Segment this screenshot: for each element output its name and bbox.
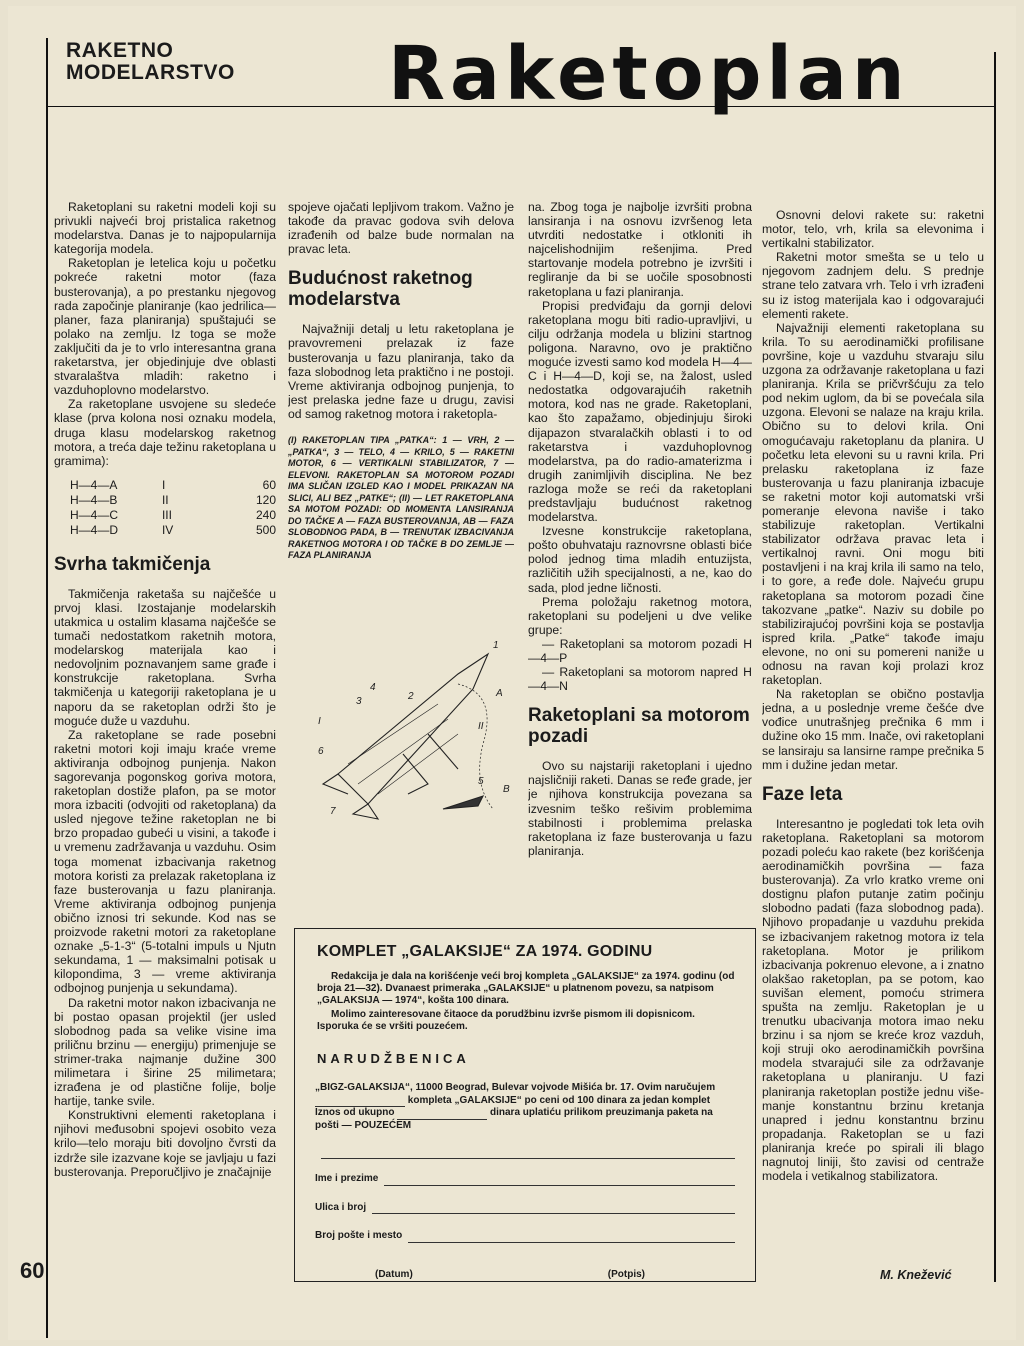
fig-label: 1 bbox=[493, 640, 499, 651]
subheading-svrha: Svrha takmičenja bbox=[54, 553, 211, 575]
paragraph: Molimo zainteresovane čitaoce da porudžbinu izvrše pismom ili dopisnicom. Isporuka će se vršiti pouzećem. bbox=[317, 1009, 695, 1032]
fig-label: I bbox=[318, 716, 321, 727]
post-label: Broj pošte i mesto bbox=[315, 1230, 403, 1241]
flight-path-line bbox=[458, 684, 493, 809]
fig-label: B bbox=[503, 784, 510, 795]
paragraph: — Raketoplani sa motorom napred H—4—N bbox=[528, 665, 752, 694]
column-4 bbox=[762, 208, 984, 1258]
paragraph: Ovo su najstariji raketoplani i ujedno najsličniji raketi. Danas se ređe grade, jer je njihova konstrukcija povezana sa izvesnim teško rešivim problemima stabilnosti i problemima prelaska raketoplana iz faze busterovanja u fazu planiranja. bbox=[528, 759, 752, 858]
table-row: H—4—A I 60 bbox=[70, 477, 276, 492]
table-row: H—4—B II 120 bbox=[70, 492, 276, 507]
street-field-row bbox=[315, 1202, 735, 1215]
class-table bbox=[54, 478, 276, 538]
order-form bbox=[315, 1082, 735, 1281]
paragraph: Raketoplani su raketni modeli koji su privukli najveći broj pristalica raketnog modelarstva. Danas je to najpopularnija kategorija modela. bbox=[54, 200, 276, 257]
post-field[interactable] bbox=[408, 1234, 735, 1243]
column-2 bbox=[288, 200, 514, 620]
paragraph: Raketoplan je letelica koju u početku pokreće raketni motor (faza busterovanja), a po prestanku njegovog rada započinje planiranje (kao jedrilica—planer, faza planiranja) spuštajući se polako na zemlju. Iz toga se može zaključiti da je to vrlo interesantna grana raketarstva, jer objedinjuje dve oblasti stvaralaštva mladih: raketno i vazduhoplovno modelarstvo. bbox=[54, 256, 276, 398]
fig-label: II bbox=[478, 721, 484, 732]
paragraph: Redakcija je dala na korišćenje veći broj kompleta „GALAKSIJE“ za 1974. godinu (od broja 21—32). Dvanaest primeraka „GALAKSIJE“ u platnenom povezu, sa natpisom „GALAKSIJA — 1974“, košta 100 dinara. bbox=[317, 971, 735, 1006]
sign-label: (Potpis) bbox=[607, 1268, 645, 1280]
table-row: H—4—D IV 500 bbox=[70, 522, 276, 537]
name-field-row bbox=[315, 1173, 735, 1186]
form-text: Iznos od ukupno dinara uplatiću prilikom preuzimanja paketa na pošti — POUZEĆEM bbox=[315, 1107, 713, 1131]
paragraph: Da raketni motor nakon izbacivanja ne bi postao opasan projektil (jer usled slobodnog pada sa velike visine ima priličnu brzinu — energiju) primenjuje se strimer-traka najmanje dužine 300 milimetara i širine 25 milimetara; izrađena je od plastične folije, bolje hartije, tanke svile. bbox=[54, 995, 276, 1109]
order-form-box bbox=[294, 928, 756, 1282]
name-field[interactable] bbox=[384, 1177, 735, 1186]
order-intro bbox=[317, 971, 735, 1033]
magazine-page bbox=[8, 6, 1016, 1340]
fig-label: 3 bbox=[356, 696, 362, 707]
signature-row bbox=[375, 1269, 645, 1282]
paragraph: Na raketoplan se obično postavlja jedna, a u poslednje vreme češće dve vođice unutrašnjeg prečnika 6 mm i dužine oko 15 mm. Inače, ovi raketoplani se lansiraju sa lansirne rampe prečnika 5 mm i dužine jedan metar. bbox=[762, 687, 984, 772]
subheading-pozadi: Raketoplani sa motorom pozadi bbox=[528, 705, 750, 748]
article-title: Raketoplan bbox=[388, 31, 910, 117]
fig-label: A bbox=[496, 688, 503, 699]
paragraph: na. Zbog toga je najbolje izvršiti probna lansiranja i na osnovu izvršenog leta utvrditi nedostatke i otkloniti ih najcelishodnijim rešenjima. Pred startovanje modela potrebno je izvršiti i regliranje da bi se uočile sposobnosti raketoplana u fazi planiranja. bbox=[528, 200, 752, 299]
paragraph: Osnovni delovi rakete su: raketni motor, telo, vrh, krila sa elevonima i vertikalni stabilizator. bbox=[762, 208, 984, 251]
elevon-shape bbox=[323, 774, 348, 794]
section-label bbox=[66, 40, 235, 84]
post-field-row bbox=[315, 1230, 735, 1243]
author-name: M. Knežević bbox=[880, 1268, 952, 1282]
column-1 bbox=[54, 200, 276, 1280]
street-field[interactable] bbox=[372, 1205, 735, 1214]
fig-label: 7 bbox=[330, 806, 336, 817]
paragraph: Propisi predviđaju da gornji delovi raketoplana mogu biti radio-upravljivi, u cilju održanja modela u blizini startnog poligona. Naravno, ovo je praktično moguće izvesti samo kod modela H—4—C i H—4—D, koji se, na žalost, usled nedostatka odgovarajućih raketnih motora, kod nas ne grade. Raketoplani, kao što zapažamo, objedinjuju široki dijapazon stvaralačkih oblasti i to od raketarstva i vazduhoplovnog modelarstva, pa do radio-amaterizma i drugih zanimljivih disciplina. Ne bez razloga može se reći da raketoplani predstavljaju budućnost raketnog modelarstva. bbox=[528, 298, 752, 525]
subheading-buducnost: Budućnost raketnog modelarstva bbox=[288, 268, 473, 311]
paragraph: Izvesne konstrukcije raketoplana, pošto obuhvataju raznovrsne oblasti biće polod jednog tima mladih entuzijsta, različitih užih specijalnosti, a ne, kao do sada, plod jedne ličnosti. bbox=[528, 524, 752, 595]
column-3 bbox=[528, 200, 752, 915]
paragraph: Takmičenja raketaša su najčešće u prvoj klasi. Izostajanje modelarskih utakmica u ostalim klasama najčešće se tumači nedostatkom raketnih motora, modelarskog materijala kao i nedovoljnim poznavanjem same građe i konstrukcije raketoplana. Svrha takmičenja u kategoriji raketoplana je u naporu da se raketoplan održi što je moguće duže u vazduhu. bbox=[54, 586, 276, 728]
subheading-faze: Faze leta bbox=[762, 783, 843, 805]
page-number: 60 bbox=[20, 1258, 45, 1283]
wing-shape bbox=[338, 654, 488, 804]
fig-label: 4 bbox=[370, 682, 376, 693]
right-margin-rule bbox=[994, 52, 996, 1282]
paragraph: Za raketoplane usvojene su sledeće klase (prva kolona nosi oznaku modela, druga klasu modelarskog raketnog motora, a treća daje težinu raketoplana u gramima): bbox=[54, 397, 276, 468]
paragraph: Raketni motor smešta se u telo u njegovom zadnjem delu. S prednje strane telo zatvara vrh. Telo i vrh izrađeni su iz istog materijala kao i odgovarajući elementi rakete. bbox=[762, 250, 984, 321]
paragraph: Konstruktivni elementi raketoplana i njihovi međusobni spojevi osobito veza krilo—telo moraju biti dovoljno čvrsti da izdrže sile izazvane koje se javljaju u fazi busterovanja. Preporučljivo je značajnije bbox=[54, 1108, 276, 1179]
street-label: Ulica i broj bbox=[315, 1201, 367, 1213]
section-label-line1: RAKETNO bbox=[66, 39, 174, 62]
name-label: Ime i prezime bbox=[315, 1173, 379, 1184]
fig-label: 2 bbox=[408, 691, 414, 702]
paragraph: Prema položaju raketnog motora, raketoplani su podeljeni u dve velike grupe: bbox=[528, 594, 752, 637]
paragraph: Najvažniji detalj u letu raketoplana je pravovremeni prelazak iz faze busterovanja u fazu planiranja, tako da faza slobodnog leta praktično i ne postoji. Vreme aktiviranja odbojnog punjenja, to jest prelaska jedne faze u drugu, zavisi od samog raketnog motora i raketopla- bbox=[288, 322, 514, 421]
figure-caption: (I) RAKETOPLAN TIPA „PATKA“: 1 — VRH, 2 — „PATKA“, 3 — TELO, 4 — KRILO, 5 — RAKETNI MOTOR, 6 — VERTIKALNI STABILIZATOR, 7 — ELEVONI. RAKETOPLAN SA MOTOROM POZADI IMA SLIČAN IZGLED KAO I MODEL PRIKAZAN NA SLICI, ALI BEZ „PATKE“; (II) — LET RAKETOPLANA SA MOTOM POZADI: OD MOMENTA LANSIRANJA DO TAČKE A — FAZA BUSTEROVANJA, AB — FAZA SLOBODNOG PADA, B — TRENUTAK IZBACIVANJA RAKETNOG MOTORA I OD TAČKE B DO ZEMLJE — FAZA PLANIRANJA bbox=[288, 435, 514, 561]
raketoplan-figure bbox=[308, 634, 518, 839]
paragraph: Interesantno je pogledati tok leta ovih raketoplana. Raketoplani sa motorom pozadi poleću kao rakete (bez korišćenja aerodinamičkih površina — faza busterovanja). Za vrlo kratko vreme oni dostignu plafon putanje zatim počinju slobodno padati (faza slobodnog pada). Njihovo propadanje u vazduhu prekida se izbacivanjem raketnog motora iz tela raketoplana. Motor je prilikom izbacivanja pokrenuo elevone, a i znatno olakšao raketoplan, pa se potom, kao suvišan element, pomoću strimera spušta na zemlju. Raketoplan je u trenutku ubacivanja motora imao neku brzinu i sa njom se kreće kroz vazduh, koji struji oko aerodinamičkih površina modela stvarajući sile za održavanje raketoplana u planiranju. U fazi planiranja raketoplan postiže jednu više-manje konstantnu brzinu kretanja unapred i jednu konstantnu brzinu propadanja. Raketoplan se u fazi planiranja kreće po spirali ili blago nagnutoj liniji, što zavisi od centraže modela i vetikalnog stabilizatora. bbox=[762, 816, 984, 1184]
fig-label: 5 bbox=[478, 776, 484, 787]
order-heading: NARUDŽBENICA bbox=[317, 1051, 470, 1066]
table-row: H—4—C III 240 bbox=[70, 507, 276, 522]
order-title: KOMPLET „GALAKSIJE“ ZA 1974. GODINU bbox=[317, 943, 653, 960]
fig-label: 6 bbox=[318, 746, 324, 757]
paragraph: spojeve ojačati lepljivom trakom. Važno je takođe da pravac godova svih delova izrađenih od balze bude normalan na pravac leta. bbox=[288, 200, 514, 257]
blank-line[interactable] bbox=[321, 1150, 735, 1159]
paragraph: Za raketoplane se rade posebni raketni motori koji imaju kraće vreme aktiviranja odbojnog punjenja. Nakon sagorevanja pogonskog goriva motora, raketoplan dostiže plafon, pa se motor mora izbaciti (odvojiti od raketoplana) da usled njegove težine raketoplan ne bi brzo propadao gubeći u visini, a takođe i u vremenu zadržavanja u vazduhu. Osim toga momenat izbacivanja raketnog motora koristi za prelazak raketoplana iz faze busterovanja u fazu planiranja. Vreme aktiviranja odbojnog punjenja obično iznosi tri sekunde. Kod nas se proizvode raketni motori za raketoplane oznake „5-1-3“ (5-totalni impuls u Njutn sekundama, 1 — maksimalni potisak u kilopondima, 3 — vreme aktiviranja odbojnog punjenja u sekundama). bbox=[54, 727, 276, 996]
left-margin-rule bbox=[46, 38, 48, 1338]
paragraph: — Raketoplani sa motorom pozadi H—4—P bbox=[528, 636, 752, 665]
tail-shape bbox=[353, 804, 378, 819]
mini-raketoplan-shape bbox=[443, 796, 483, 809]
form-text: „BIGZ-GALAKSIJA“, 11000 Beograd, Bulevar vojvode Mišića br. 17. Ovim naručujem kompleta „GALAKSIJE“ po ceni od 100 dinara za jedan komplet bbox=[315, 1082, 716, 1106]
section-label-line2: MODELARSTVO bbox=[66, 61, 235, 84]
date-label: (Datum) bbox=[375, 1268, 413, 1280]
paragraph: Najvažniji elementi raketoplana su krila. To su aerodinamički profilisane površine, koje u vazduhu stvaraju silu uzgona za održavanje raketoplana u fazi planiranja. Krila se pričvršćuju za telo pod nekim uglom, da bi se povećala sila uzgona. Elevoni se nalaze na kraju krila. Obično su to delovi krila. Oni omogućavaju raketoplanu da planira. U početku leta elevoni su u ravni krila. Pri prelasku raketoplana iz faze busterovanja u fazu planiranja izbacuje se raketni motor koji automatski vrši pomeranje elevona naviše i tako stabilizuje raketoplan. Vertikalni stabilizator održava pravac leta i vertikalnoj ravni. Oni mogu biti postavljeni i na kraj krila ili samo na telo, i to gore, a ređe dole. Najveću grupu raketoplana sa motorom pozadi čine takozvane „patke“. Naziv su dobile po stabilizirajućoj površini koja se postavlja ispred krila. „Patke“ takođe imaju elevone, no oni su pomereni naniže u odnosu na ravan koji prolazi kroz raketoplan. bbox=[762, 320, 984, 688]
